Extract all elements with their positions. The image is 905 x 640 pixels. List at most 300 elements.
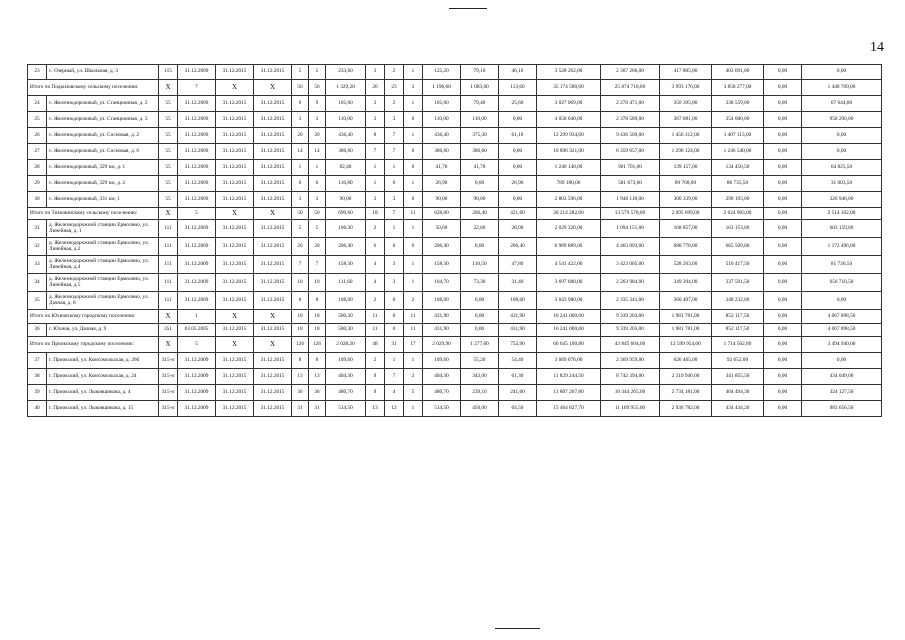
table-cell: 1 329,20 bbox=[326, 80, 366, 96]
address-cell: д. Железнодорожной станции Ермолино, ул. Линейная, д.2 bbox=[47, 238, 159, 256]
table-cell: 3 494 940,00 bbox=[802, 337, 882, 353]
table-cell: 3 089 076,00 bbox=[537, 353, 601, 369]
table-row bbox=[28, 112, 882, 128]
table-cell: 404,30 bbox=[326, 369, 366, 385]
table-cell: 1 bbox=[404, 220, 423, 238]
table-cell: 139 157,00 bbox=[660, 160, 712, 176]
table-cell: 0,00 bbox=[802, 353, 882, 369]
table-cell: 367 081,00 bbox=[660, 112, 712, 128]
total-row bbox=[28, 337, 882, 353]
table-cell: 8 bbox=[292, 353, 309, 369]
table-cell: 628,00 bbox=[423, 208, 461, 220]
table-cell: 12 bbox=[385, 401, 404, 417]
table-cell: 500,30 bbox=[326, 324, 366, 337]
table-cell: 115 bbox=[159, 65, 178, 80]
table-cell: 158,30 bbox=[326, 256, 366, 274]
table-cell: 5 bbox=[309, 65, 326, 80]
table-cell: 341 855,50 bbox=[712, 369, 764, 385]
table-cell: 404,30 bbox=[423, 369, 461, 385]
table-cell: 4 bbox=[385, 385, 404, 401]
table-cell: 26,90 bbox=[499, 176, 537, 192]
row-number: 36 bbox=[28, 324, 47, 337]
table-cell: 31.12.2015 bbox=[216, 128, 254, 144]
table-cell: 31.12.2015 bbox=[216, 369, 254, 385]
table-cell: X bbox=[159, 337, 178, 353]
table-cell: 2 335 341,00 bbox=[601, 292, 660, 310]
table-cell: 31.12.2009 bbox=[178, 369, 216, 385]
table-cell: 348 232,00 bbox=[712, 292, 764, 310]
table-cell: 3 bbox=[292, 112, 309, 128]
table-cell: 2 028,20 bbox=[326, 337, 366, 353]
table-cell: 18 bbox=[366, 208, 385, 220]
table-cell: 386,60 bbox=[461, 144, 499, 160]
table-row bbox=[28, 238, 882, 256]
table-cell: X bbox=[159, 208, 178, 220]
table-cell: 31.12.2015 bbox=[254, 238, 292, 256]
table-cell: 2 263 984,00 bbox=[601, 274, 660, 292]
table-row bbox=[28, 220, 882, 238]
table-cell: 3 697 680,00 bbox=[537, 274, 601, 292]
table-cell: 0 bbox=[404, 112, 423, 128]
table-cell: 350 395,00 bbox=[660, 96, 712, 112]
table-cell: 2 bbox=[366, 353, 385, 369]
table-cell: 4 067 898,50 bbox=[802, 310, 882, 324]
table-cell: 105,00 bbox=[326, 96, 366, 112]
table-cell: 3 bbox=[366, 112, 385, 128]
table-cell: 690,60 bbox=[326, 208, 366, 220]
table-cell: 105,00 bbox=[423, 96, 461, 112]
table-cell: 1 bbox=[178, 310, 216, 324]
table-cell: 315-п bbox=[159, 385, 178, 401]
table-cell: 1 bbox=[404, 353, 423, 369]
table-cell: 12 299 934,00 bbox=[537, 128, 601, 144]
table-cell: 11 bbox=[404, 324, 423, 337]
table-cell: 2 bbox=[366, 292, 385, 310]
table-cell: 6 bbox=[292, 176, 309, 192]
table-cell: X bbox=[254, 310, 292, 324]
table-row bbox=[28, 144, 882, 160]
table-cell: 20 214 282,00 bbox=[537, 208, 601, 220]
table-cell: 3 bbox=[385, 256, 404, 274]
table-cell: 20 bbox=[309, 238, 326, 256]
row-number: 23 bbox=[28, 65, 47, 80]
table-cell: 13 bbox=[292, 369, 309, 385]
table-cell: 0,00 bbox=[499, 112, 537, 128]
table-cell: 2 514 102,00 bbox=[802, 208, 882, 220]
table-cell: 18 bbox=[292, 324, 309, 337]
table-cell: 3 858 277,00 bbox=[712, 80, 764, 96]
table-cell: 11 829 244,50 bbox=[537, 369, 601, 385]
table-cell: 64,50 bbox=[499, 401, 537, 417]
table-cell: 8 742 394,00 bbox=[601, 369, 660, 385]
row-number: 28 bbox=[28, 160, 47, 176]
table-cell: 31.12.2015 bbox=[216, 274, 254, 292]
address-cell: с. Железнодорожный, ул. Сосновая, д. 6 bbox=[47, 144, 159, 160]
table-row bbox=[28, 353, 882, 369]
table-cell: 450,00 bbox=[461, 401, 499, 417]
table-cell: 315-п bbox=[159, 401, 178, 417]
table-cell: 31.12.2009 bbox=[178, 65, 216, 80]
table-cell: 1 bbox=[404, 176, 423, 192]
table-cell: 26,90 bbox=[423, 176, 461, 192]
table-cell: 31.12.2009 bbox=[178, 176, 216, 192]
table-cell: 31 bbox=[385, 337, 404, 353]
table-cell: 13 bbox=[366, 401, 385, 417]
table-cell: 8 359 657,00 bbox=[601, 144, 660, 160]
table-cell: 0,00 bbox=[764, 385, 802, 401]
table-cell: 111 bbox=[159, 256, 178, 274]
table-cell: 206,40 bbox=[461, 208, 499, 220]
table-cell: 626 465,00 bbox=[660, 353, 712, 369]
table-cell: 31.12.2009 bbox=[178, 238, 216, 256]
table-cell: 126 bbox=[309, 337, 326, 353]
table-cell: 20 bbox=[292, 238, 309, 256]
table-cell: 8 bbox=[309, 292, 326, 310]
table-cell: 15 464 827,70 bbox=[537, 401, 601, 417]
row-number: 40 bbox=[28, 401, 47, 417]
table-cell: 528 263,00 bbox=[660, 256, 712, 274]
table-cell: 431,90 bbox=[499, 310, 537, 324]
table-cell: 12 599 954,00 bbox=[660, 337, 712, 353]
table-cell: 1 094 151,00 bbox=[601, 220, 660, 238]
address-cell: с. Железнодорожный, 331 км, 1 bbox=[47, 192, 159, 208]
table-cell: 31.12.2015 bbox=[254, 112, 292, 128]
table-cell: 9 436 509,00 bbox=[601, 128, 660, 144]
table-cell: 3 bbox=[309, 112, 326, 128]
table-cell: 20 bbox=[292, 128, 309, 144]
table-cell: 163 153,00 bbox=[712, 220, 764, 238]
table-cell: 31 003,50 bbox=[802, 176, 882, 192]
table-cell: 7 bbox=[292, 256, 309, 274]
table-cell: 0 bbox=[385, 176, 404, 192]
table-cell: 0,00 bbox=[764, 192, 802, 208]
table-cell: 31.12.2015 bbox=[216, 220, 254, 238]
table-cell: 6 989 889,00 bbox=[537, 238, 601, 256]
table-cell: 126 bbox=[292, 337, 309, 353]
row-number: 37 bbox=[28, 353, 47, 369]
table-cell: 665 509,00 bbox=[712, 238, 764, 256]
table-cell: 25 874 718,00 bbox=[601, 80, 660, 96]
table-cell: 500,30 bbox=[326, 310, 366, 324]
table-cell: 0,00 bbox=[461, 292, 499, 310]
row-number: 24 bbox=[28, 96, 47, 112]
table-cell: 31.12.2009 bbox=[178, 385, 216, 401]
table-cell: 0,00 bbox=[802, 292, 882, 310]
table-cell: 4 058 640,00 bbox=[537, 112, 601, 128]
table-cell: 31.12.2015 bbox=[216, 385, 254, 401]
table-cell: 50 bbox=[309, 208, 326, 220]
table-cell: 9 bbox=[366, 385, 385, 401]
table-cell: 1 240 140,00 bbox=[537, 160, 601, 176]
table-cell: 9 bbox=[309, 96, 326, 112]
table-cell: 351 bbox=[159, 324, 178, 337]
table-cell: 1 bbox=[385, 160, 404, 176]
table-cell: 386,60 bbox=[423, 144, 461, 160]
table-cell: 4 bbox=[366, 256, 385, 274]
table-row bbox=[28, 96, 882, 112]
table-cell: 31.12.2015 bbox=[216, 324, 254, 337]
table-cell: 752,90 bbox=[499, 337, 537, 353]
table-cell: 3 027 069,00 bbox=[537, 96, 601, 112]
table-cell: 11 bbox=[366, 310, 385, 324]
table-cell: 16 241 000,00 bbox=[537, 310, 601, 324]
table-cell: 7 bbox=[309, 256, 326, 274]
table-cell: 8 bbox=[366, 128, 385, 144]
table-cell: 1 290 124,00 bbox=[660, 144, 712, 160]
table-cell: 111 bbox=[159, 274, 178, 292]
table-cell: X bbox=[216, 337, 254, 353]
table-cell: 31.12.2009 bbox=[178, 256, 216, 274]
table-cell: 2 bbox=[385, 96, 404, 112]
table-cell: 514,50 bbox=[423, 401, 461, 417]
table-cell: 41,70 bbox=[423, 160, 461, 176]
table-cell: 36 bbox=[309, 385, 326, 401]
table-cell: 436,40 bbox=[326, 128, 366, 144]
table-cell: 67 644,00 bbox=[802, 96, 882, 112]
table-cell: 26 bbox=[366, 80, 385, 96]
table-cell: 90,00 bbox=[326, 192, 366, 208]
table-cell: 3 423 005,00 bbox=[601, 256, 660, 274]
table-cell: 31.12.2009 bbox=[178, 160, 216, 176]
table-cell: 31.12.2015 bbox=[216, 112, 254, 128]
table-cell: 239,10 bbox=[461, 385, 499, 401]
table-cell: 86 735,50 bbox=[712, 176, 764, 192]
table-cell: 6 bbox=[366, 238, 385, 256]
table-cell: 31.12.2015 bbox=[254, 144, 292, 160]
table-cell: 9 bbox=[292, 96, 309, 112]
table-row bbox=[28, 192, 882, 208]
table-cell: 31.12.2009 bbox=[178, 401, 216, 417]
table-cell: 2 029 320,00 bbox=[537, 220, 601, 238]
table-cell: 480,70 bbox=[326, 385, 366, 401]
table-cell: 31.12.2009 bbox=[178, 144, 216, 160]
table-cell: 2 307 266,00 bbox=[601, 65, 660, 80]
table-cell: 108,00 bbox=[499, 292, 537, 310]
address-cell: д. Железнодорожной станции Ермолино, ул. Дачная, д. 8 bbox=[47, 292, 159, 310]
table-cell: 2 024 903,00 bbox=[712, 208, 764, 220]
table-cell: 109,60 bbox=[326, 353, 366, 369]
table-cell: 3 bbox=[385, 274, 404, 292]
table-row bbox=[28, 292, 882, 310]
table-cell: 0,00 bbox=[764, 144, 802, 160]
table-cell: 338 559,00 bbox=[712, 96, 764, 112]
table-cell: 31.12.2009 bbox=[178, 353, 216, 369]
table-cell: 0,00 bbox=[764, 238, 802, 256]
table-cell: 2 310 946,00 bbox=[660, 369, 712, 385]
table-cell: 31.12.2009 bbox=[178, 112, 216, 128]
table-cell: 0,00 bbox=[802, 144, 882, 160]
table-cell: 55 bbox=[159, 192, 178, 208]
table-cell: 9 339 203,00 bbox=[601, 310, 660, 324]
table-cell: 11 bbox=[366, 324, 385, 337]
table-cell: 0,00 bbox=[764, 256, 802, 274]
table-cell: 2 bbox=[404, 369, 423, 385]
table-cell: 110,00 bbox=[423, 112, 461, 128]
table-cell: 35 174 580,00 bbox=[537, 80, 601, 96]
table-cell: 11 109 955,00 bbox=[601, 401, 660, 417]
table-cell: 31.12.2015 bbox=[216, 96, 254, 112]
table-cell: 16 241 000,00 bbox=[537, 324, 601, 337]
table-cell: 9 bbox=[366, 369, 385, 385]
table-cell: 31.12.2009 bbox=[178, 220, 216, 238]
address-cell: г. Юхнов, ул. Дачная, д. 9 bbox=[47, 324, 159, 337]
top-rule bbox=[449, 8, 487, 9]
table-cell: 1 456 312,00 bbox=[660, 128, 712, 144]
table-cell: 108,00 bbox=[423, 292, 461, 310]
table-cell: 11 bbox=[404, 310, 423, 324]
table-cell: 50 bbox=[292, 208, 309, 220]
table-cell: 434 434,20 bbox=[712, 401, 764, 417]
table-cell: 6 bbox=[309, 176, 326, 192]
table-cell: 3 bbox=[404, 80, 423, 96]
table-cell: 0,00 bbox=[764, 401, 802, 417]
table-cell: 434 049,00 bbox=[802, 369, 882, 385]
bottom-rule bbox=[495, 628, 540, 629]
table-cell: 60 645 100,80 bbox=[537, 337, 601, 353]
table-cell: 64 825,50 bbox=[802, 160, 882, 176]
table-cell: 31.12.2015 bbox=[254, 160, 292, 176]
table-cell: 480,70 bbox=[423, 385, 461, 401]
table-cell: 386,60 bbox=[326, 144, 366, 160]
table-cell: 206,40 bbox=[499, 238, 537, 256]
address-cell: с. Железнодорожный, 329 км, д. 2 bbox=[47, 176, 159, 192]
table-cell: 13 bbox=[309, 369, 326, 385]
table-cell: 0,00 bbox=[499, 144, 537, 160]
table-cell: 0 bbox=[404, 192, 423, 208]
address-cell: д. Железнодорожной станции Ермолино, ул. Линейная, д.5 bbox=[47, 274, 159, 292]
table-cell: 7 bbox=[385, 144, 404, 160]
row-number: 39 bbox=[28, 385, 47, 401]
table-cell: 2 936 782,00 bbox=[660, 401, 712, 417]
table-cell: 404 494,30 bbox=[712, 385, 764, 401]
table-cell: 31.12.2015 bbox=[216, 65, 254, 80]
table-cell: 31.12.2015 bbox=[254, 369, 292, 385]
table-cell: 7 bbox=[178, 80, 216, 96]
row-number: 32 bbox=[28, 238, 47, 256]
table-row bbox=[28, 385, 882, 401]
table-cell: 134 456,50 bbox=[712, 160, 764, 176]
address-cell: с. Озерный, ул. Школьная, д. 3 bbox=[47, 65, 159, 80]
table-cell: 31,40 bbox=[499, 274, 537, 292]
table-cell: 1 bbox=[404, 128, 423, 144]
table-cell: 0 bbox=[385, 324, 404, 337]
table-cell: 61,10 bbox=[499, 128, 537, 144]
table-cell: 31.12.2015 bbox=[254, 401, 292, 417]
table-cell: 2 369 959,00 bbox=[601, 353, 660, 369]
table-cell: 79,40 bbox=[461, 96, 499, 112]
address-cell: с. Железнодорожный, 329 км, д. 1 bbox=[47, 160, 159, 176]
table-cell: 0,00 bbox=[764, 112, 802, 128]
table-cell: 431,90 bbox=[499, 324, 537, 337]
table-cell: 5 bbox=[178, 208, 216, 220]
table-cell: X bbox=[216, 310, 254, 324]
table-cell: 31.12.2015 bbox=[254, 324, 292, 337]
table-cell: 324 127,50 bbox=[802, 385, 882, 401]
address-cell: г. Приокский, ул. Комсомольская, д. 24 bbox=[47, 369, 159, 385]
table-cell: 1 277,00 bbox=[461, 337, 499, 353]
table-cell: 43 845 604,00 bbox=[601, 337, 660, 353]
table-cell: 25,60 bbox=[499, 96, 537, 112]
table-cell: 0,00 bbox=[764, 337, 802, 353]
table-cell: 31.12.2015 bbox=[254, 192, 292, 208]
table-cell: 10 bbox=[309, 274, 326, 292]
table-row bbox=[28, 369, 882, 385]
table-cell: 4 bbox=[366, 274, 385, 292]
table-cell: 31.12.2009 bbox=[178, 274, 216, 292]
table-cell: 3 bbox=[385, 112, 404, 128]
row-number: 35 bbox=[28, 292, 47, 310]
table-cell: 1 172 496,00 bbox=[802, 238, 882, 256]
table-cell: 55 bbox=[159, 112, 178, 128]
table-cell: 0,00 bbox=[764, 160, 802, 176]
table-cell: 31.12.2015 bbox=[254, 256, 292, 274]
table-cell: 31 bbox=[309, 401, 326, 417]
table-cell: 110,50 bbox=[461, 256, 499, 274]
table-cell: 31.12.2015 bbox=[216, 401, 254, 417]
table-cell: 431,90 bbox=[423, 324, 461, 337]
table-cell: 31.12.2015 bbox=[216, 160, 254, 176]
table-cell: 0 bbox=[385, 310, 404, 324]
table-cell: 90,00 bbox=[423, 192, 461, 208]
table-cell: 510 417,50 bbox=[712, 256, 764, 274]
table-cell: 5 bbox=[309, 220, 326, 238]
table-cell: 0,00 bbox=[499, 192, 537, 208]
table-cell: 106,30 bbox=[326, 220, 366, 238]
table-cell: 61,30 bbox=[499, 369, 537, 385]
table-cell: 0 bbox=[385, 238, 404, 256]
table-cell: 1 bbox=[404, 65, 423, 80]
table-cell: 31.12.2009 bbox=[178, 292, 216, 310]
table-cell: 241,60 bbox=[499, 385, 537, 401]
table-cell: 03.05.2005 bbox=[178, 324, 216, 337]
table-cell: 1 bbox=[292, 160, 309, 176]
table-cell: 8 bbox=[309, 353, 326, 369]
table-cell: 47,80 bbox=[499, 256, 537, 274]
table-cell: X bbox=[216, 80, 254, 96]
table-cell: 116,80 bbox=[326, 176, 366, 192]
table-cell: 89 768,00 bbox=[660, 176, 712, 192]
table-cell: 2 270 471,00 bbox=[601, 96, 660, 112]
table-cell: 46,10 bbox=[499, 65, 537, 80]
table-cell: 2 095 699,00 bbox=[660, 208, 712, 220]
table-cell: 31.12.2015 bbox=[254, 353, 292, 369]
table-cell: 852 117,50 bbox=[712, 324, 764, 337]
table-row bbox=[28, 176, 882, 192]
table-cell: 1 407 113,00 bbox=[712, 128, 764, 144]
table-cell: 688 778,00 bbox=[660, 238, 712, 256]
table-cell: 326 946,00 bbox=[802, 192, 882, 208]
table-cell: 31.12.2015 bbox=[216, 238, 254, 256]
table-cell: 31.12.2015 bbox=[254, 128, 292, 144]
table-cell: 10 896 321,00 bbox=[537, 144, 601, 160]
row-number: 30 bbox=[28, 192, 47, 208]
table-cell: 5 bbox=[404, 385, 423, 401]
table-cell: 1 bbox=[309, 160, 326, 176]
table-row bbox=[28, 65, 882, 80]
table-cell: 31.12.2015 bbox=[254, 274, 292, 292]
table-cell: 1 bbox=[404, 96, 423, 112]
page-number: 14 bbox=[870, 40, 884, 55]
table-cell: 3 bbox=[309, 192, 326, 208]
table-cell: 18 bbox=[309, 310, 326, 324]
table-cell: 31.12.2015 bbox=[216, 256, 254, 274]
row-number: 34 bbox=[28, 274, 47, 292]
table-cell: 0,00 bbox=[764, 220, 802, 238]
table-cell: 0,00 bbox=[764, 128, 802, 144]
table-cell: X bbox=[254, 337, 292, 353]
table-cell: 6 bbox=[404, 238, 423, 256]
table-cell: 0,00 bbox=[764, 96, 802, 112]
